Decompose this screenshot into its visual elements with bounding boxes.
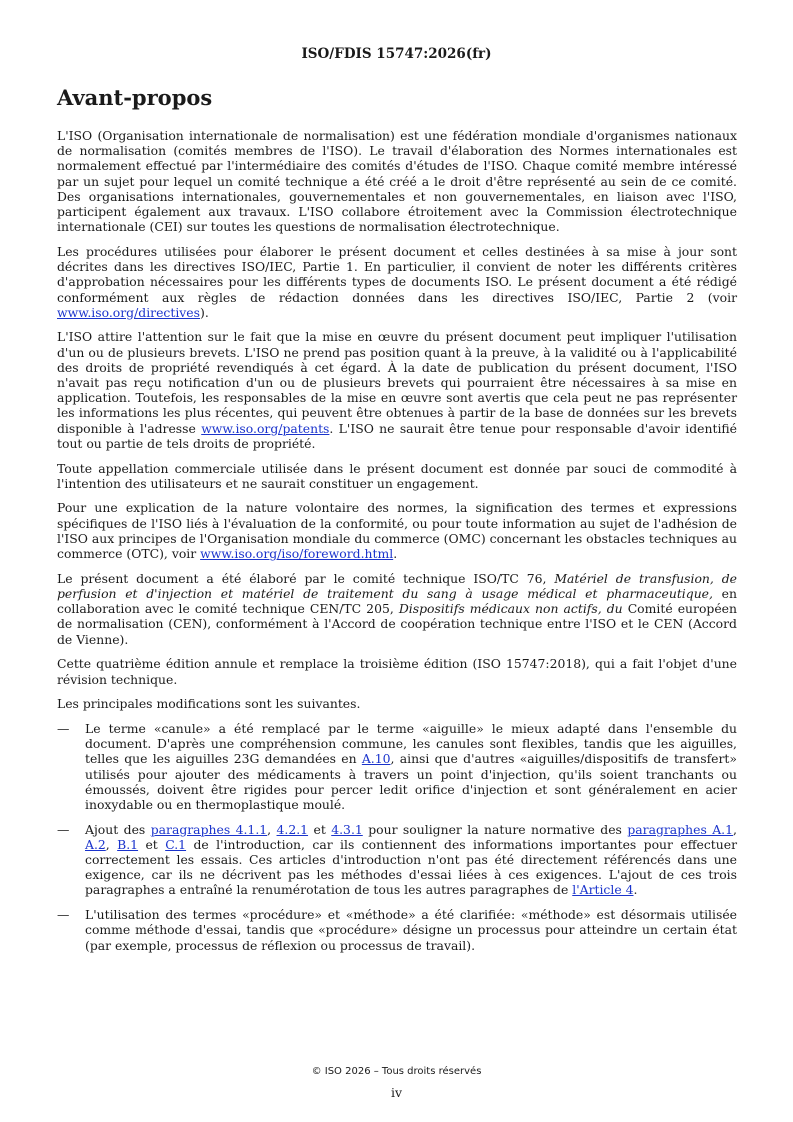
link-a10[interactable]: A.10 xyxy=(361,751,391,767)
dash-marker: — xyxy=(57,720,70,736)
paragraph-2: Les procédures utilisées pour élaborer le présent document et celles destinées à sa mise à jour sont décrites dans les directives ISO/IEC, Partie 1. En particulier, il convient de noter les différents critères d'approbation nécessaires pour les différents types de documents ISO. Le présent document a été rédigé conformément aux règles de rédaction données dans les directives ISO/IEC, Partie 2 (voir www.iso.org/directives). xyxy=(57,243,737,320)
link-4-3-1[interactable]: 4.3.1 xyxy=(331,821,363,837)
link-4-1-1[interactable]: paragraphes 4.1.1 xyxy=(150,821,268,837)
list-item: — Ajout des paragraphes 4.1.1, 4.2.1 et 4.3.1 pour souligner la nature normative des paragraphes A.1, A.2, B.1 et C.1 de l'introduction, car ils contiennent des informations importantes pour effectuer correctement les essais. Ces articles d'introduction n'ont pas été directement référencés dans une exigence, car ils ne décrivent pas les méthodes d'essai liées à ces exigences. L'ajout de ces trois paragraphes a entraîné la renumérotation de tous les autres paragraphes de l'Article 4. xyxy=(57,821,737,898)
page-title: Avant-propos xyxy=(57,85,213,110)
paragraph-7: Cette quatrième édition annule et remplace la troisième édition (ISO 15747:2018), qui a fait l'objet d'une révision technique. xyxy=(57,656,737,687)
link-4-2-1[interactable]: 4.2.1 xyxy=(276,821,309,837)
list-item: — L'utilisation des termes «procédure» et «méthode» a été clarifiée: «méthode» est désormais utilisée comme méthode d'essai, tandis que «procédure» désigne un processus pour atteindre un certain état (par exemple, processus de réflexion ou processus de travail). xyxy=(57,907,737,953)
paragraph-8: Les principales modifications sont les suivantes. xyxy=(57,696,361,712)
copyright-footer: © ISO 2026 – Tous droits réservés xyxy=(311,1066,482,1077)
link-b1[interactable]: B.1 xyxy=(117,836,139,852)
page-number: iv xyxy=(390,1085,403,1100)
paragraph-5: Pour une explication de la nature volontaire des normes, la signification des termes et expressions spécifiques de l'ISO liés à l'évaluation de la conformité, ou pour toute information au sujet de l'adhésion de l'ISO aux principes de l'Organisation mondiale du commerce (OMC) concernant les obstacles techniques au commerce (OTC), voir www.iso.org/iso/foreword.html. xyxy=(57,500,737,562)
paragraph-4: Toute appellation commerciale utilisée dans le présent document est donnée par souci de commodité à l'intention des utilisateurs et ne saurait constituer un engagement. xyxy=(57,460,737,491)
list-item: — Le terme «canule» a été remplacé par le terme «aiguille» le mieux adapté dans l'ensemble du document. D'après une compréhension commune, les canules sont flexibles, tandis que les aiguilles, telles que les aiguilles 23G demandées en A.10, ainsi que d'autres «aiguilles/dispositifs de transfert» utilisés pour ajouter des médicaments à travers un point d'injection, qu'ils soient tranchants ou émoussés, doivent être rigides pour percer ledit orifice d'injection et sont généralement en acier inoxydable ou en thermoplastique moulé. xyxy=(57,720,737,812)
paragraph-6: Le présent document a été élaboré par le comité technique ISO/TC 76, Matériel de transfusion, de perfusion et d'injection et matériel de traitement du sang à usage médical et pharmaceutique, en collaboration avec le comité technique CEN/TC 205, Dispositifs médicaux non actifs, du Comité européen de normalisation (CEN), conformément à l'Accord de coopération technique entre l'ISO et le CEN (Accord de Vienne). xyxy=(57,570,737,647)
link-a2[interactable]: A.2 xyxy=(85,836,106,852)
directives-link[interactable]: www.iso.org/directives xyxy=(57,304,200,320)
paragraph-3: L'ISO attire l'attention sur le fait que la mise en œuvre du présent document peut impliquer l'utilisation d'un ou de plusieurs brevets. L'ISO ne prend pas position quant à la preuve, à la validité ou à l'applicabilité des droits de propriété revendiqués à cet égard. À la date de publication du présent document, l'ISO n'avait pas reçu notification d'un ou de plusieurs brevets qui pourraient être nécessaires à sa mise en application. Toutefois, les responsables de la mise en œuvre sont avertis que cela peut ne pas représenter les informations les plus récentes, qui peuvent être obtenues à partir de la base de données sur les brevets disponible à l'adresse www.iso.org/patents. L'ISO ne saurait être tenue pour responsable d'avoir identifié tout ou partie de tels droits de propriété. xyxy=(57,329,737,451)
link-a1[interactable]: paragraphes A.1 xyxy=(627,821,734,837)
link-c1[interactable]: C.1 xyxy=(165,836,187,852)
paragraph-1: L'ISO (Organisation internationale de normalisation) est une fédération mondiale d'organismes nationaux de normalisation (comités membres de l'ISO). Le travail d'élaboration des Normes internationales est normalement effectué par l'intermédiaire des comités d'études de l'ISO. Chaque comité membre intéressé par un sujet pour lequel un comité technique a été créé a le droit d'être représenté au sein de ce comité. Des organisations internationales, gouvernementales et non gouvernementales, en liaison avec l'ISO, participent également aux travaux. L'ISO collabore étroitement avec la Commission électrotechnique internationale (CEI) sur toutes les questions de normalisation électrotechnique. xyxy=(57,128,737,235)
dash-marker: — xyxy=(57,907,70,923)
patents-link[interactable]: www.iso.org/patents xyxy=(201,420,330,436)
document-header: ISO/FDIS 15747:2026(fr) xyxy=(301,46,492,62)
dash-marker: — xyxy=(57,821,70,837)
link-article-4[interactable]: l'Article 4 xyxy=(572,882,634,898)
foreword-body xyxy=(57,128,737,962)
foreword-link[interactable]: www.iso.org/iso/foreword.html xyxy=(200,546,394,562)
